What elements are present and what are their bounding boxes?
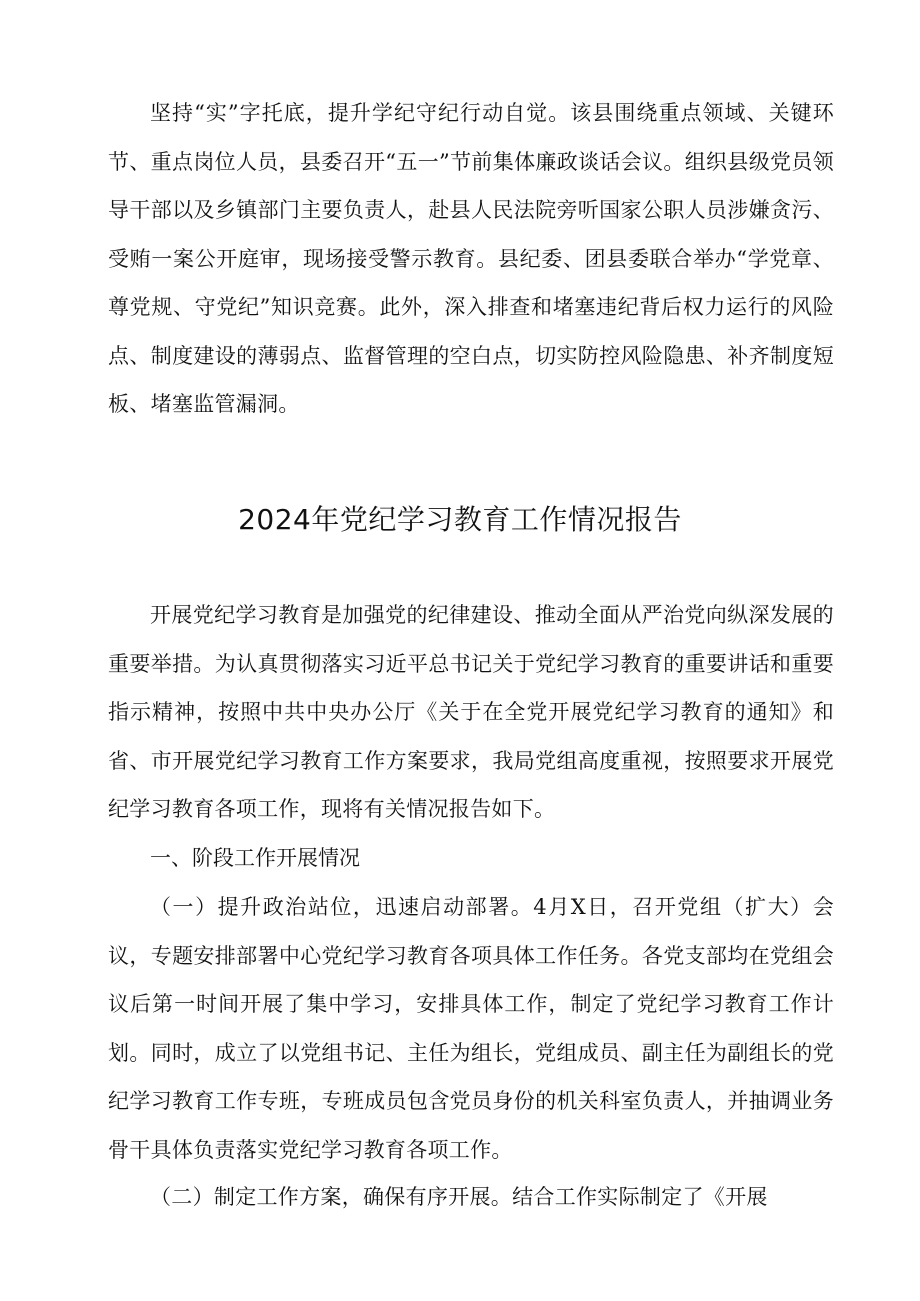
section-heading-stage-work: 一、阶段工作开展情况 [150,846,360,870]
body-paragraph-introduction: 开展党纪学习教育是加强党的纪律建设、推动全面从严治党向纵深发展的重要举措。为认真贯彻落实习近平总书记关于党纪学习教育的重要讲话和重要指示精神，按照中共中央办公厅《关于在全党开展党纪学习教育的通知》和省、市开展党纪学习教育工作方案要求，我局党组高度重视，按照要求开展党纪学习教育各项工作，现将有关情况报告如下。 [108,603,834,821]
report-title: 2024年党纪学习教育工作情况报告 [238,503,682,536]
body-paragraph-work-plan: （二）制定工作方案，确保有序开展。结合工作实际制定了《开展 [150,1185,768,1209]
body-paragraph-deployment: （一）提升政治站位，迅速启动部署。4月X日，召开党组（扩大）会议，专题安排部署中心党纪学习教育各项具体工作任务。各党支部均在党组会议后第一时间开展了集中学习，安排具体工作，制定了党纪学习教育工作计划。同时，成立了以党组书记、主任为组长，党组成员、副主任为副组长的党纪学习教育工作专班，专班成员包含党员身份的机关科室负责人，并抽调业务骨干具体负责落实党纪学习教育各项工作。 [108,895,834,1162]
body-paragraph-discipline-practice: 坚持“实”字托底，提升学纪守纪行动自觉。该县围绕重点领域、关键环节、重点岗位人员，县委召开“五一”节前集体廉政谈话会议。组织县级党员领导干部以及乡镇部门主要负责人，赴县人民法院旁听国家公职人员涉嫌贪污、受贿一案公开庭审，现场接受警示教育。县纪委、团县委联合举办“学党章、尊党规、守党纪”知识竞赛。此外，深入排查和堵塞违纪背后权力运行的风险点、制度建设的薄弱点、监督管理的空白点，切实防控风险隐患、补齐制度短板、堵塞监管漏洞。 [108,101,834,416]
